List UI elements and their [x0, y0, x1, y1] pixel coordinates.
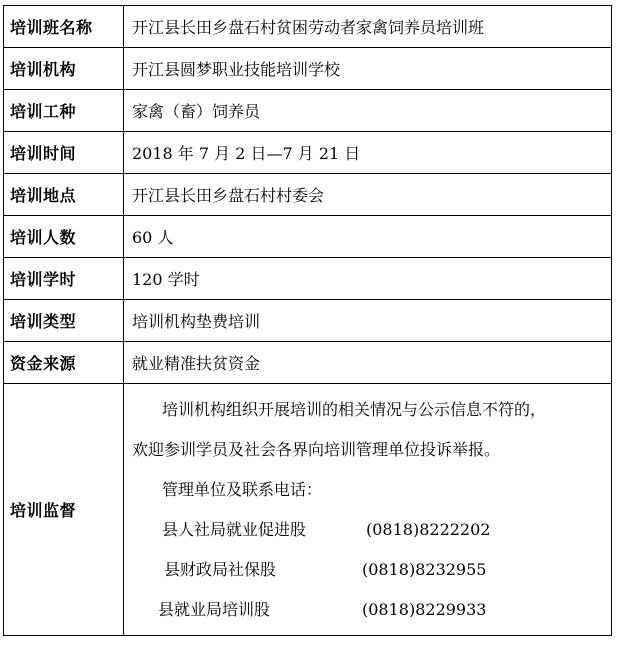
- label-type: 培训类型: [4, 300, 124, 342]
- row-type: [4, 300, 612, 342]
- contact-heading: 管理单位及联系电话：: [162, 480, 323, 499]
- row-class-name: [4, 6, 612, 48]
- supervision-paragraph-line1: 培训机构组织开展培训的相关情况与公示信息不符的，: [162, 400, 547, 419]
- label-class-name: 培训班名称: [4, 6, 124, 48]
- row-time: [4, 132, 612, 174]
- contact-phone: (0818)8232955: [362, 560, 487, 579]
- label-headcount: 培训人数: [4, 216, 124, 258]
- row-funding: [4, 342, 612, 384]
- value-headcount: 60 人: [124, 216, 612, 258]
- value-hours: 120 学时: [124, 258, 612, 300]
- contact-phone: (0818)8222202: [366, 520, 491, 539]
- value-institution: 开江县圆梦职业技能培训学校: [124, 48, 612, 90]
- value-funding: 就业精准扶贫资金: [124, 342, 612, 384]
- row-hours: [4, 258, 612, 300]
- contact-phone: (0818)8229933: [362, 600, 487, 619]
- supervision-paragraph-line2: 欢迎参训学员及社会各界向培训管理单位投诉举报。: [132, 440, 501, 459]
- row-institution: [4, 48, 612, 90]
- value-class-name: 开江县长田乡盘石村贫困劳动者家禽饲养员培训班: [124, 6, 612, 48]
- value-location: 开江县长田乡盘石村村委会: [124, 174, 612, 216]
- row-occupation: [4, 90, 612, 132]
- label-institution: 培训机构: [4, 48, 124, 90]
- label-location: 培训地点: [4, 174, 124, 216]
- label-hours: 培训学时: [4, 258, 124, 300]
- contact-row: [132, 510, 605, 550]
- contact-dept: 县财政局社保股: [164, 560, 277, 579]
- row-supervision: [4, 384, 612, 636]
- label-supervision: 培训监督: [4, 384, 124, 636]
- row-location: [4, 174, 612, 216]
- contact-dept: 县人社局就业促进股: [162, 520, 307, 539]
- label-time: 培训时间: [4, 132, 124, 174]
- contact-dept: 县就业局培训股: [158, 600, 271, 619]
- supervision-content: [124, 384, 612, 636]
- label-occupation: 培训工种: [4, 90, 124, 132]
- value-occupation: 家禽（畜）饲养员: [124, 90, 612, 132]
- label-funding: 资金来源: [4, 342, 124, 384]
- row-headcount: [4, 216, 612, 258]
- value-type: 培训机构垫费培训: [124, 300, 612, 342]
- value-time: 2018 年 7 月 2 日—7 月 21 日: [124, 132, 612, 174]
- training-info-table: [3, 5, 612, 636]
- contact-row: [132, 590, 605, 630]
- contact-row: [132, 550, 605, 590]
